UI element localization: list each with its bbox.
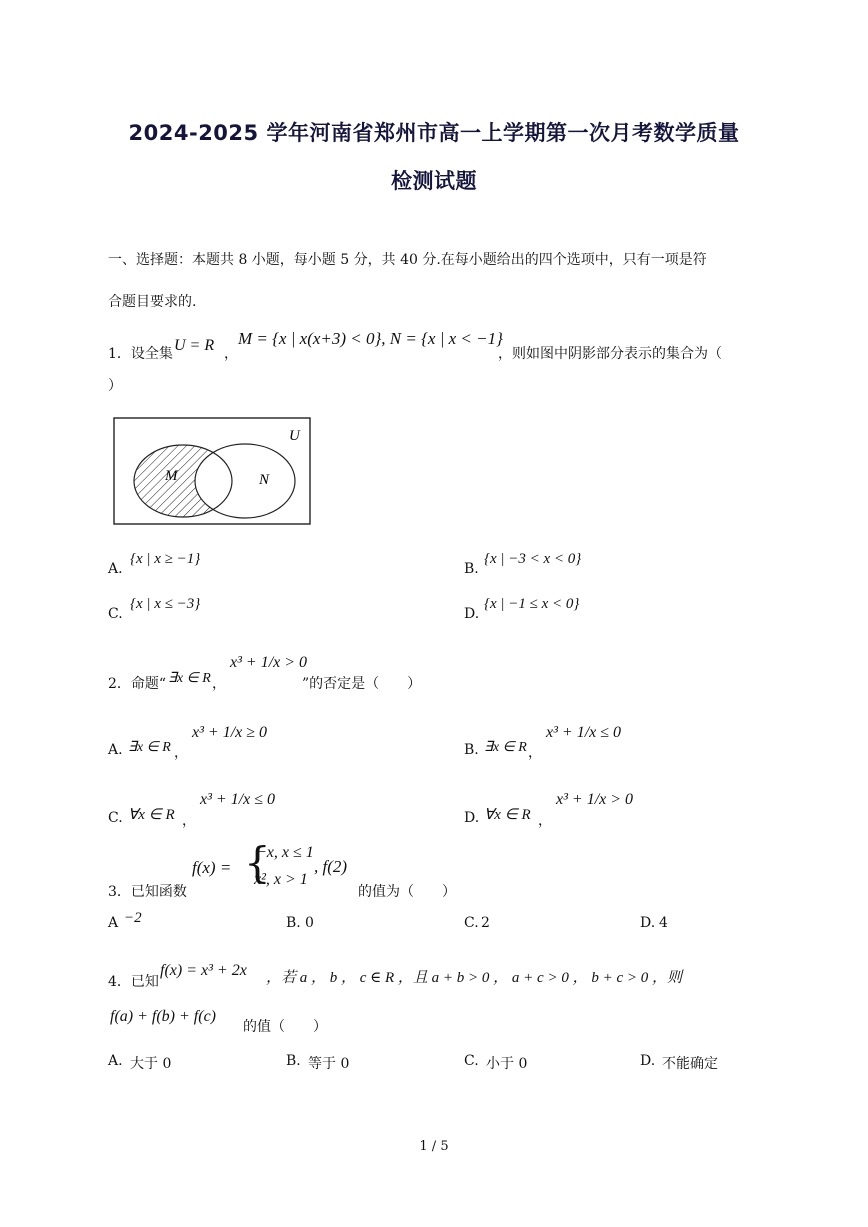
q3-f-of-2: , f(2) (314, 857, 348, 876)
q1-option-a-label: A. (108, 561, 123, 577)
q3-brace: { (244, 838, 271, 887)
q1-option-a-expr: {x | x ≥ −1} (130, 551, 201, 567)
q2-option-b-sep: ， (528, 745, 542, 761)
q3-function-name: f(x) = (192, 858, 232, 877)
q3-option-a-label: A (108, 915, 119, 931)
q4-option-d-text: 不能确定 (662, 1056, 718, 1072)
q1-prefix: 1．设全集 (108, 346, 173, 362)
q2-option-d-quantifier: ∀x ∈ R (484, 807, 531, 823)
q1-set-definitions: M = {x | x(x+3) < 0}, N = {x | x < −1} (238, 329, 503, 348)
q3-case-1: −x, x ≤ 1 (256, 844, 314, 861)
q2-option-c-sep: ， (182, 813, 196, 829)
venn-label-n: N (259, 472, 270, 488)
q4-option-a-label: A. (108, 1053, 123, 1069)
q3-option-b-value: 0 (305, 915, 314, 931)
q1-option-b-expr: {x | −3 < x < 0} (484, 551, 582, 567)
q2-option-d-label: D. (464, 810, 480, 826)
q2-option-c-expr: x³ + 1/x ≤ 0 (200, 791, 276, 808)
q2-suffix: ”的否定是（ ） (302, 676, 422, 692)
q3-option-d-value: 4 (659, 915, 668, 931)
q4-suffix: 的值（ ） (243, 1019, 327, 1035)
q4-option-b-label: B. (286, 1053, 301, 1069)
q2-option-a-sep: ， (174, 745, 188, 761)
q4-function: f(x) = x³ + 2x (160, 962, 247, 979)
q1-comma: ， (224, 346, 238, 362)
section-header-line2: 合题目要求的. (108, 294, 197, 310)
q2-expression: x³ + 1/x > 0 (230, 654, 308, 671)
q1-universal-set: U = R (174, 337, 215, 354)
q2-option-b-quantifier: ∃x ∈ R (484, 740, 527, 755)
q2-comma: ， (212, 676, 226, 692)
venn-label-u: U (289, 428, 300, 444)
q3-option-d-label: D. (640, 915, 656, 931)
section-header-line1: 一、选择题：本题共 8 小题，每小题 5 分，共 40 分.在每小题给出的四个选项中，只有一项是符 (108, 252, 707, 268)
q2-quantifier: ∃x ∈ R (168, 671, 211, 686)
venn-diagram (113, 417, 311, 525)
q2-option-d-expr: x³ + 1/x > 0 (556, 791, 634, 808)
q2-option-c-label: C. (108, 810, 123, 826)
document-title-line1: 2024-2025 学年河南省郑州市高一上学期第一次月考数学质量 (128, 121, 740, 145)
q1-close-paren: ） (108, 378, 122, 394)
q2-option-a-expr: x³ + 1/x ≥ 0 (192, 724, 268, 741)
q3-option-c-value: 2 (481, 915, 490, 931)
page-number: 1 / 5 (419, 1139, 449, 1154)
q4-option-a-text: 大于 0 (130, 1056, 172, 1072)
q4-option-c-text: 小于 0 (486, 1056, 528, 1072)
q2-option-d-sep: ， (538, 813, 552, 829)
venn-label-m: M (165, 468, 178, 484)
q1-suffix: ，则如图中阴影部分表示的集合为（ (498, 346, 722, 362)
q4-option-c-label: C. (464, 1053, 479, 1069)
q3-prefix: 3．已知函数 (108, 884, 187, 900)
q4-prefix: 4．已知 (108, 974, 159, 990)
q2-option-a-quantifier: ∃x ∈ R (128, 740, 171, 755)
q1-option-c-expr: {x | x ≤ −3} (130, 596, 201, 612)
q2-prefix: 2．命题“ (108, 676, 167, 692)
document-title-line2: 检测试题 (391, 169, 477, 193)
q2-option-a-label: A. (108, 742, 123, 758)
q3-option-b-label: B. (286, 915, 301, 931)
q1-option-c-label: C. (108, 606, 123, 622)
q3-case-2: x², x > 1 (254, 871, 308, 888)
q2-option-c-quantifier: ∀x ∈ R (128, 807, 175, 823)
q3-option-c-label: C. (464, 915, 479, 931)
q4-conditions: ，若 a ， b ， c ∈ R ，且 a + b > 0 ， a + c > 0 ， b + c > 0 ，则 (266, 970, 682, 986)
q1-option-b-label: B. (464, 561, 479, 577)
q2-option-b-expr: x³ + 1/x ≤ 0 (546, 724, 622, 741)
q4-sum: f(a) + f(b) + f(c) (110, 1008, 216, 1025)
q4-option-d-label: D. (640, 1053, 656, 1069)
q4-option-b-text: 等于 0 (308, 1056, 350, 1072)
q1-option-d-label: D. (464, 606, 480, 622)
q3-suffix: 的值为（ ） (358, 884, 456, 900)
q1-option-d-expr: {x | −1 ≤ x < 0} (484, 596, 580, 612)
q3-option-a-value: −2 (124, 910, 142, 926)
q2-option-b-label: B. (464, 742, 479, 758)
